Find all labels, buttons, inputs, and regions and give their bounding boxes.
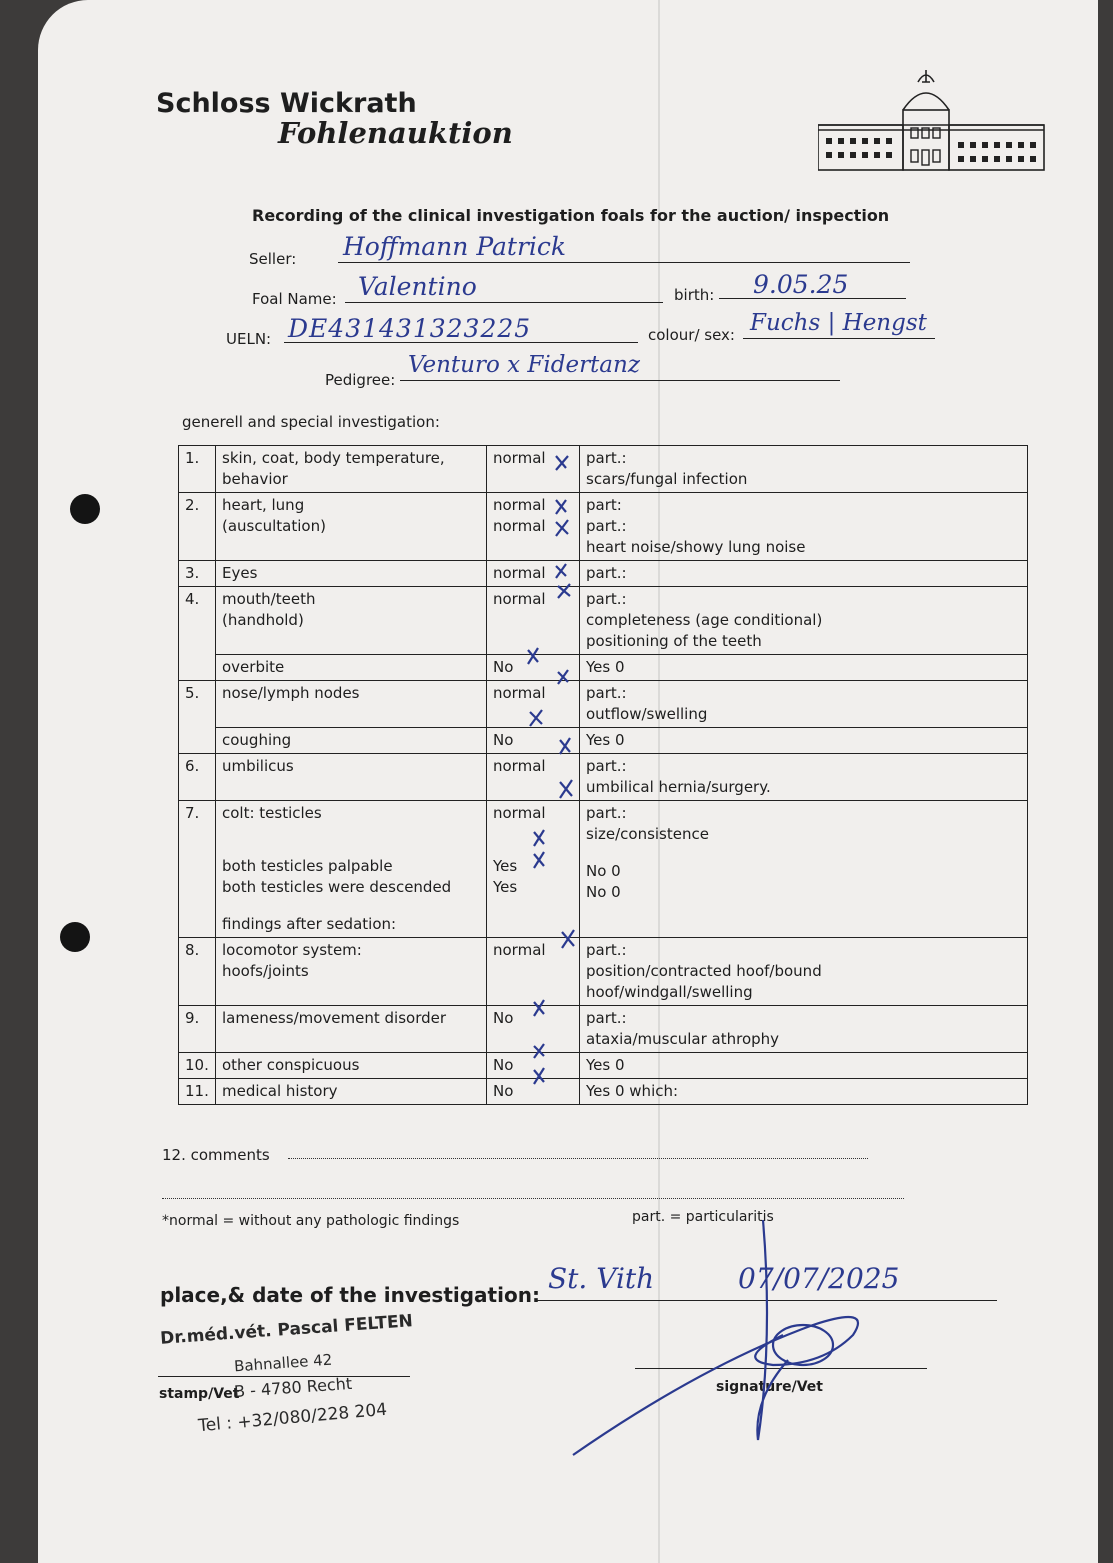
item-text: lameness/movement disorder bbox=[216, 1006, 487, 1053]
castle-logo bbox=[818, 60, 1048, 175]
table-row bbox=[179, 446, 1028, 493]
normal-option: No bbox=[487, 1053, 580, 1079]
normal-option: Yes bbox=[493, 857, 518, 875]
normal-option: normal bbox=[487, 681, 580, 728]
check-mark bbox=[530, 710, 542, 726]
part-text: No 0 bbox=[586, 862, 621, 880]
check-marks bbox=[478, 450, 588, 1090]
part-text: part.: bbox=[580, 561, 1028, 587]
table-row bbox=[179, 561, 1028, 587]
brand-name: Schloss Wickrath bbox=[156, 88, 417, 119]
check-mark bbox=[534, 852, 544, 868]
row-number: 9. bbox=[179, 1006, 216, 1053]
seller-line bbox=[338, 262, 910, 263]
table-row bbox=[179, 1079, 1028, 1105]
part-text: heart noise/showy lung noise bbox=[586, 538, 806, 556]
table-row bbox=[179, 1006, 1028, 1053]
colour-sex-value: Fuchs | Hengst bbox=[750, 310, 927, 336]
part-text: part.: bbox=[586, 804, 627, 822]
row-number: 3. bbox=[179, 561, 216, 587]
part-text: size/consistence bbox=[586, 825, 709, 843]
part-text: part.: bbox=[586, 684, 627, 702]
check-mark bbox=[534, 1044, 544, 1058]
normal-option: normal bbox=[487, 561, 580, 587]
check-mark bbox=[556, 564, 566, 578]
check-mark bbox=[534, 1068, 544, 1084]
place-value: St. Vith bbox=[548, 1262, 655, 1295]
comments-line bbox=[288, 1158, 868, 1159]
part-text: part.: bbox=[586, 449, 627, 467]
normal-option: normal bbox=[487, 938, 580, 1006]
item-text: hoofs/joints bbox=[222, 962, 309, 980]
part-text: positioning of the teeth bbox=[586, 632, 762, 650]
foal-name-line bbox=[345, 302, 663, 303]
table-row bbox=[179, 587, 1028, 655]
check-mark bbox=[556, 500, 566, 514]
ueln-value: DE431431323225 bbox=[288, 314, 532, 343]
item-text: skin, coat, body temperature, bbox=[222, 449, 445, 467]
row-number: 4. bbox=[179, 587, 216, 681]
table-row bbox=[179, 1053, 1028, 1079]
normal-option: normal bbox=[487, 587, 580, 655]
item-text: findings after sedation: bbox=[222, 915, 397, 933]
item-text: locomotor system: bbox=[222, 941, 362, 959]
stamp-city: B - 4780 Recht bbox=[233, 1373, 353, 1402]
row-number: 7. bbox=[179, 801, 216, 938]
check-mark bbox=[560, 738, 570, 754]
part-text: Yes 0 bbox=[580, 1053, 1028, 1079]
form-title: Recording of the clinical investigation foals for the auction/ inspection bbox=[252, 206, 890, 225]
stamp-street: Bahnallee 42 bbox=[233, 1350, 333, 1376]
normal-option: normal bbox=[493, 517, 546, 535]
foal-name-label: Foal Name: bbox=[252, 290, 337, 308]
table-row bbox=[179, 754, 1028, 801]
item-text: heart, lung bbox=[222, 496, 305, 514]
table-row bbox=[179, 493, 1028, 561]
item-text: overbite bbox=[216, 655, 487, 681]
item-text: mouth/teeth bbox=[222, 590, 316, 608]
part-footnote: part. = particularitis bbox=[632, 1209, 774, 1225]
table-row bbox=[179, 681, 1028, 728]
part-text: part.: bbox=[586, 1009, 627, 1027]
stamp-label: stamp/Vet bbox=[159, 1386, 240, 1402]
item-text: coughing bbox=[216, 728, 487, 754]
colour-sex-label: colour/ sex: bbox=[648, 326, 735, 344]
normal-option: normal bbox=[493, 804, 546, 822]
investigation-table bbox=[178, 445, 1028, 1105]
item-text: behavior bbox=[222, 470, 288, 488]
ueln-label: UELN: bbox=[226, 330, 272, 348]
normal-option: Yes bbox=[493, 878, 518, 896]
item-text: Eyes bbox=[216, 561, 487, 587]
part-text: Yes 0 bbox=[580, 728, 1028, 754]
normal-option: No bbox=[487, 728, 580, 754]
part-text: Yes 0 which: bbox=[580, 1079, 1028, 1105]
check-mark bbox=[556, 520, 568, 536]
signature-label: signature/Vet bbox=[716, 1379, 823, 1395]
table-row bbox=[179, 801, 1028, 938]
part-text: Yes 0 bbox=[580, 655, 1028, 681]
normal-option: No bbox=[487, 1079, 580, 1105]
form-sheet bbox=[38, 0, 1098, 1563]
part-text: part.: bbox=[586, 517, 627, 535]
normal-option: normal bbox=[487, 754, 580, 801]
part-text: hoof/windgall/swelling bbox=[586, 983, 753, 1001]
item-text: colt: testicles bbox=[222, 804, 322, 822]
item-text: (auscultation) bbox=[222, 517, 326, 535]
seller-label: Seller: bbox=[249, 250, 297, 268]
place-date-label: place,& date of the investigation: bbox=[160, 1283, 540, 1307]
stamp-line bbox=[158, 1376, 410, 1377]
check-mark bbox=[528, 648, 538, 664]
part-text: part: bbox=[586, 496, 622, 514]
part-text: scars/fungal infection bbox=[586, 470, 748, 488]
check-mark bbox=[556, 456, 568, 470]
normal-option: normal bbox=[493, 496, 546, 514]
check-mark bbox=[558, 670, 568, 684]
normal-option: No bbox=[487, 655, 580, 681]
table-row bbox=[179, 728, 1028, 754]
item-text: (handhold) bbox=[222, 611, 304, 629]
pedigree-label: Pedigree: bbox=[325, 371, 396, 389]
part-text: ataxia/muscular athrophy bbox=[586, 1030, 780, 1048]
part-text: position/contracted hoof/bound bbox=[586, 962, 822, 980]
stamp-name: Dr.méd.vét. Pascal FELTEN bbox=[159, 1311, 414, 1349]
item-text: both testicles were descended bbox=[222, 878, 452, 896]
check-mark bbox=[560, 780, 572, 798]
table-row bbox=[179, 655, 1028, 681]
seller-value: Hoffmann Patrick bbox=[343, 232, 567, 261]
part-text: part.: bbox=[586, 757, 627, 775]
part-text: part.: bbox=[586, 941, 627, 959]
row-number: 10. bbox=[179, 1053, 216, 1079]
birth-label: birth: bbox=[674, 286, 715, 304]
row-number: 6. bbox=[179, 754, 216, 801]
check-mark bbox=[534, 1000, 544, 1016]
item-text: nose/lymph nodes bbox=[216, 681, 487, 728]
check-mark bbox=[534, 830, 544, 846]
punch-hole bbox=[60, 922, 90, 952]
stamp-tel: Tel : +32/080/228 204 bbox=[197, 1399, 388, 1437]
row-number: 1. bbox=[179, 446, 216, 493]
check-mark bbox=[558, 584, 570, 598]
item-text: other conspicuous bbox=[216, 1053, 487, 1079]
normal-option: normal bbox=[493, 449, 546, 467]
signature-scribble bbox=[568, 1215, 968, 1465]
check-mark bbox=[562, 930, 574, 948]
comments-line bbox=[162, 1198, 904, 1199]
section-label: generell and special investigation: bbox=[182, 413, 440, 431]
brand-subtitle: Fohlenauktion bbox=[278, 116, 513, 150]
item-text: both testicles palpable bbox=[222, 857, 393, 875]
foal-name-value: Valentino bbox=[358, 272, 477, 301]
item-text: umbilicus bbox=[216, 754, 487, 801]
table-row bbox=[179, 938, 1028, 1006]
row-number: 11. bbox=[179, 1079, 216, 1105]
item-text: medical history bbox=[216, 1079, 487, 1105]
comments-label: 12. comments bbox=[162, 1146, 270, 1164]
part-text: No 0 bbox=[586, 883, 621, 901]
birth-value: 9.05.25 bbox=[753, 270, 849, 299]
part-text: part.: bbox=[586, 590, 627, 608]
pedigree-line bbox=[400, 380, 840, 381]
normal-option: No bbox=[487, 1006, 580, 1053]
part-text: completeness (age conditional) bbox=[586, 611, 823, 629]
part-text: outflow/swelling bbox=[586, 705, 708, 723]
normal-footnote: *normal = without any pathologic findings bbox=[162, 1213, 460, 1229]
pedigree-value: Venturo x Fidertanz bbox=[408, 352, 640, 378]
row-number: 2. bbox=[179, 493, 216, 561]
punch-hole bbox=[70, 494, 100, 524]
row-number: 8. bbox=[179, 938, 216, 1006]
part-text: umbilical hernia/surgery. bbox=[586, 778, 771, 796]
row-number: 5. bbox=[179, 681, 216, 754]
date-value: 07/07/2025 bbox=[738, 1262, 900, 1295]
colour-sex-line bbox=[743, 338, 935, 339]
